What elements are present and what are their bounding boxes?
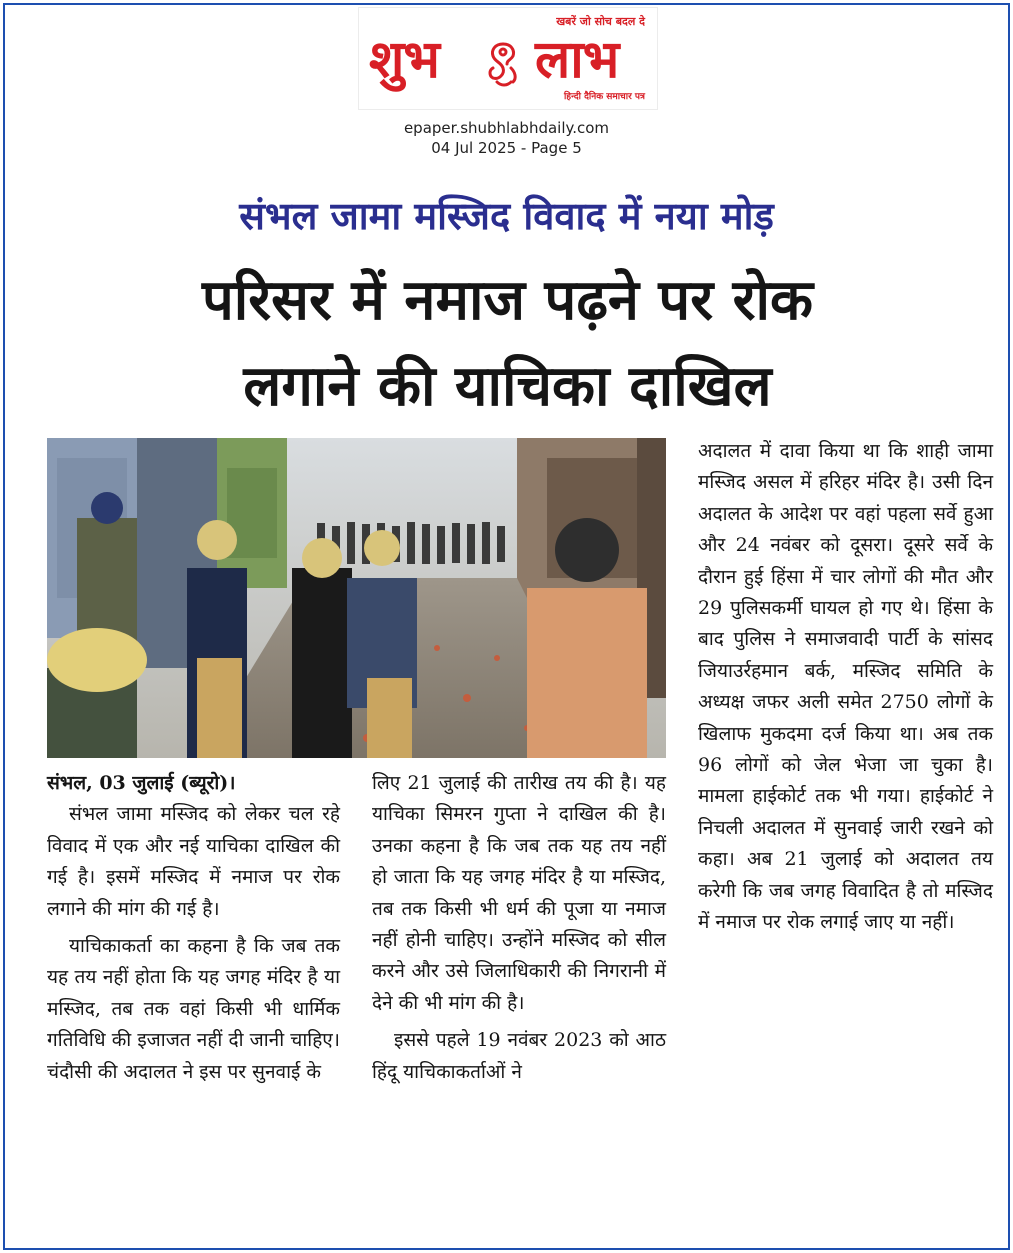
article-column-3 xyxy=(698,436,993,939)
masthead-logo-left: शुभ xyxy=(369,29,439,90)
masthead-logo-right: लाभ xyxy=(535,29,619,90)
col3-paragraph-1: अदालत में दावा किया था कि शाही जामा मस्जिद असल में हरिहर मंदिर है। उसी दिन अदालत के आदेश पर वहां पहला सर्वे हुआ और 24 नवंबर को दूसरा। दूसरे सर्वे के दौरान हुई हिंसा में चार लोगों की मौत और 29 पुलिसकर्मी घायल हो गए थे। हिंसा के बाद पुलिस ने समाजवादी पार्टी के सांसद जियाउर्रहमान बर्क, मस्जिद समिति के अध्यक्ष जफर अली समेत 2750 लोगों के खिलाफ मुकदमा दर्ज किया था। अब तक 96 लोगों को जेल भेजा जा चुका है। मामला हाईकोर्ट तक भी गया। हाईकोर्ट ने निचली अदालत में सुनवाई जारी रखने को कहा। अब 21 जुलाई को अदालत तय करेगी कि जब जगह विवादित है तो मस्जिद में नमाज पर रोक लगाई जाए या नहीं। xyxy=(698,440,993,934)
article-dateline: संभल, 03 जुलाई (ब्यूरो)। xyxy=(47,772,236,794)
edition-date-page: 04 Jul 2025 - Page 5 xyxy=(431,139,582,157)
ganesh-icon xyxy=(477,38,529,90)
article-column-2 xyxy=(372,768,666,1088)
street-clash-photo xyxy=(47,438,666,758)
article-photo xyxy=(47,438,666,758)
article-kicker: संभल जामा मस्जिद विवाद में नया मोड़ xyxy=(239,194,774,238)
newspaper-masthead xyxy=(358,7,658,110)
article-headline xyxy=(20,258,995,430)
headline-line-1: परिसर में नमाज पढ़ने पर रोक xyxy=(201,268,814,333)
headline-line-2: लगाने की याचिका दाखिल xyxy=(243,354,772,419)
article-column-1 xyxy=(47,768,340,1088)
col1-paragraph-2: याचिकाकर्ता का कहना है कि जब तक यह तय नहीं होता कि यह जगह मंदिर है या मस्जिद, तब तक वहां किसी भी धार्मिक गतिविधि की इजाजत नहीं दी जानी चाहिए। चंदौसी की अदालत ने इस पर सुनवाई के xyxy=(47,935,340,1083)
col1-paragraph-1: संभल जामा मस्जिद को लेकर चल रहे विवाद में एक और नई याचिका दाखिल की गई है। इसमें मस्जिद में नमाज पर रोक लगाने की मांग की गई है। xyxy=(47,803,340,920)
masthead-tagline: खबरें जो सोच बदल दे xyxy=(556,15,645,28)
col2-paragraph-1: लिए 21 जुलाई की तारीख तय की है। यह याचिका सिमरन गुप्ता ने दाखिल की है। उनका कहना है कि जब तक यह तय नहीं हो जाता कि यह जगह मंदिर है या मस्जिद, तब तक किसी भी धर्म की पूजा या नमाज नहीं होनी चाहिए। उन्होंने मस्जिद को सील करने और उसे जिलाधिकारी की निगरानी में देने की भी मांग की है। xyxy=(372,772,666,1014)
epaper-url: epaper.shubhlabhdaily.com xyxy=(403,119,610,137)
masthead-subtag: हिन्दी दैनिक समाचार पत्र xyxy=(563,92,645,102)
col2-paragraph-2: इससे पहले 19 नवंबर 2023 को आठ हिंदू याचिकाकर्ताओं ने xyxy=(372,1029,666,1083)
